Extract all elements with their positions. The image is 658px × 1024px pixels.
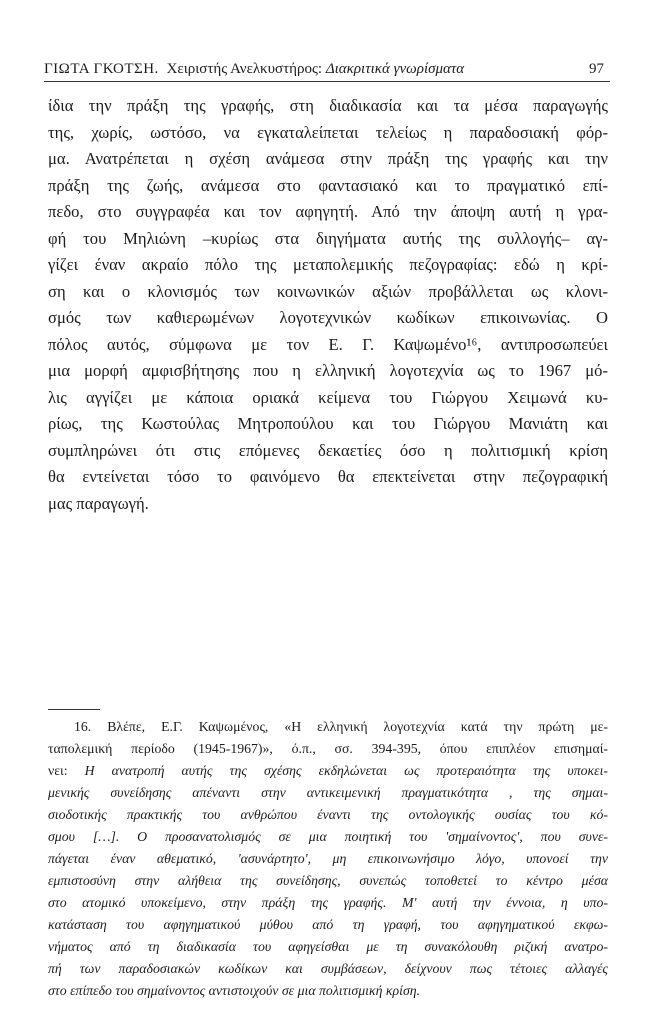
footnote-quote-text: σμου […]. Ο προσανατολισμός σε μια ποιητική του 'σημαίνοντος', που συνε- — [48, 829, 608, 844]
footnote-line — [48, 958, 608, 980]
body-line: μας παραγωγή. — [48, 493, 149, 513]
body-line: ρίως, της Κωστούλας Μητροπούλου και του Γιώργου Μανιάτη και — [48, 414, 608, 433]
footnote-line — [48, 826, 608, 848]
header-author: ΓΙΩΤΑ ΓΚΟΤΣΗ. — [44, 61, 159, 77]
footnote-text: 16. Βλέπε, Ε.Γ. Καψωμένος, «Η ελληνική λογοτεχνία κατά την πρώτη με- — [74, 719, 608, 734]
footnote-quote-text: κατάσταση του αφηγηματικού μύθου από τη γραφή, του αφηγηματικού εκφω- — [48, 917, 608, 932]
body-line: ίδια την πράξη της γραφής, στη διαδικασία και τα μέσα παραγωγής — [48, 96, 608, 115]
footnote-quote-text: πή των παραδοσιακών κωδίκων και συμβάσεων, δείχνουν πως τέτοιες αλλαγές — [48, 961, 608, 976]
footnote-line — [48, 914, 608, 936]
body-line: συμπληρώνει ότι στις επόμενες δεκαετίες όσο η πολιτισμική κρίση — [48, 440, 608, 460]
footnote-quote-text: νήματος από τη διαδικασία του αφηγείσθαι με τη συνακόλουθη ριζική ανατρο- — [48, 939, 608, 954]
body-line: μα. Ανατρέπεται η σχέση ανάμεσα στην πράξη της γραφής και την — [48, 149, 608, 168]
footnote-line — [48, 848, 608, 870]
body-line: ση και ο κλονισμός των κοινωνικών αξιών προβάλλεται ως κλονι- — [48, 281, 608, 301]
footnote-line — [48, 738, 608, 760]
footnote-line — [48, 892, 608, 914]
body-line: φή του Μηλιώνη –κυρίως στα διηγήματα αυτής της συλλογής– αγ- — [48, 228, 608, 248]
footnote-quote-text: μενικής συνείδησης απέναντι στην αντικειμενική πραγματικότητα , της σημαι- — [48, 785, 608, 800]
body-line: σμός των καθιερωμένων λογοτεχνικών κωδίκων επικοινωνίας. Ο — [48, 308, 608, 327]
body-line: πόλος αυτός, σύμφωνα με τον Ε. Γ. Καψωμένο¹⁶, αντιπροσωπεύει — [48, 334, 608, 354]
footnote-text: ταπολεμική περίοδο (1945-1967)», ό.π., σσ. 394-395, όπου επιπλέον επισημαί- — [48, 741, 608, 756]
header-subtitle: Διακριτικά γνωρίσματα — [325, 61, 465, 77]
body-line: θα εντείνεται τόσο το φαινόμενο θα επεκτείνεται στην πεζογραφική — [48, 467, 608, 486]
footnote-quote-text: εμπιστοσύνη στην αλήθεια της συνείδησης, συνεπώς τοποθετεί το κέντρο μέσα — [48, 873, 608, 888]
footnote-text: νει: — [48, 763, 85, 778]
footnote-line — [48, 782, 608, 804]
footnote-quote-text: στο ατομικό υποκείμενο, στην πράξη της γραφής. Μ' αυτή την έννοια, η υπο- — [48, 895, 608, 910]
page-number: 97 — [589, 61, 604, 77]
footnote-line — [48, 980, 608, 1002]
footnote-line — [48, 716, 608, 738]
footnote — [48, 716, 608, 1002]
body-line: λις αγγίζει με κάποια οριακά κείμενα του Γιώργου Χειμωνά κυ- — [48, 387, 608, 407]
body-line: γίζει έναν ακραίο πόλο της μεταπολεμικής πεζογραφίας: εδώ η κρί- — [48, 255, 608, 274]
footnote-quote-text: στο επίπεδο του σημαίνοντος αντιστοιχούν σε μια πολιτισμική κρίση. — [48, 983, 421, 998]
footnote-quote-text: Η ανατροπή αυτής της σχέσης εκδηλώνεται ως προτεραιότητα της υποκει- — [84, 763, 609, 778]
footnote-line — [48, 804, 608, 826]
header-title: Χειριστής Ανελκυστήρος: — [166, 61, 323, 77]
body-line: πράξη της ζωής, ανάμεσα στο φαντασιακό και το πραγματικό επί- — [48, 175, 608, 195]
running-header — [44, 58, 610, 82]
body-paragraph — [48, 93, 608, 517]
header-rule — [44, 81, 610, 82]
footnote-line — [48, 870, 608, 892]
body-line: μια μορφή αμφισβήτησης που η ελληνική λογοτεχνία ως το 1967 μό- — [48, 361, 608, 380]
footnote-separator — [48, 709, 100, 710]
body-line: πεδο, στο συγγραφέα και τον αφηγητή. Από την άποψη αυτή η γρα- — [48, 202, 608, 221]
footnote-quote-text: πάγεται έναν αθεματικό, 'ασυνάρτητο', μη επικοινωνήσιμο λόγο, υπονοεί την — [48, 851, 608, 866]
body-line: της, χωρίς, ωστόσο, να εγκαταλείπεται τελείως η παραδοσιακή φόρ- — [48, 122, 608, 142]
footnote-line — [48, 936, 608, 958]
footnote-line — [48, 760, 608, 782]
footnote-quote-text: σιοδοτικής πρακτικής του ανθρώπου έναντι της οντολογικής ουσίας του κό- — [48, 807, 608, 822]
